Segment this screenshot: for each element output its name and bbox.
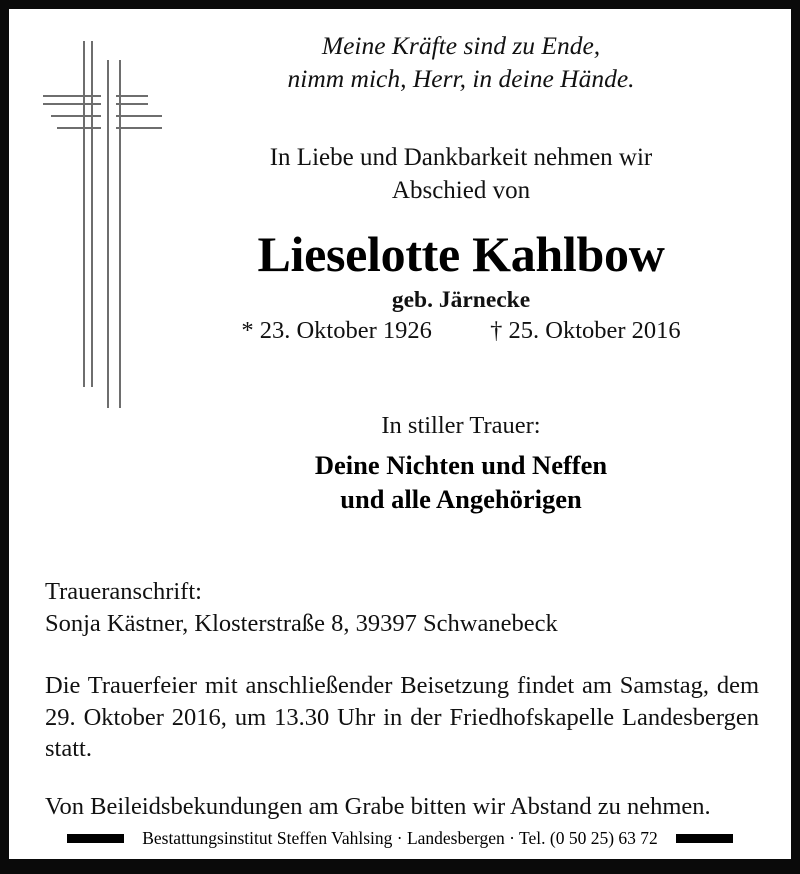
footer-bar-right [676, 834, 733, 843]
funeral-home-footer [29, 828, 771, 849]
mourners-line-1: Deine Nichten und Neffen [314, 450, 608, 480]
farewell-intro [9, 141, 791, 207]
ceremony-details: Die Trauerfeier mit anschließender Beisetzung findet am Samstag, dem 29. Oktober 2016, um 13.30 Uhr in der Friedhofskapelle Landesbergen statt. [45, 671, 759, 763]
birth-symbol: * [241, 317, 254, 344]
epitaph-line-1: Meine Kräfte sind zu Ende, [321, 31, 601, 60]
farewell-intro-line-1: In Liebe und Dankbarkeit nehmen wir [269, 144, 653, 171]
mourners-list [9, 449, 791, 517]
epitaph-line-2: nimm mich, Herr, in deine Hände. [287, 64, 635, 94]
maiden-name: geb. Järnecke [391, 287, 531, 313]
epitaph-verse [9, 29, 791, 96]
mourning-label: In stiller Trauer: [381, 412, 541, 439]
mourners-line-2: und alle Angehörigen [340, 483, 582, 514]
death-symbol: † [490, 317, 503, 344]
condolences-note: Von Beileidsbekundungen am Grabe bitten wir Abstand zu nehmen. [45, 793, 711, 821]
footer-bar-left [67, 834, 124, 843]
deceased-name: Lieselotte Kahlbow [257, 226, 665, 282]
notice-body [45, 576, 759, 823]
death-date: 25. Oktober 2016 [508, 317, 681, 344]
footer-text: Bestattungsinstitut Steffen Vahlsing · Landesbergen · Tel. (0 50 25) 63 72 [142, 828, 658, 848]
address-value: Sonja Kästner, Klosterstraße 8, 39397 Schwanebeck [45, 609, 558, 637]
life-dates [9, 317, 791, 345]
birth-date: 23. Oktober 1926 [259, 317, 432, 344]
farewell-intro-line-2: Abschied von [391, 177, 531, 204]
address-label: Traueranschrift: [45, 578, 202, 605]
notice-inner-surface [9, 9, 791, 859]
